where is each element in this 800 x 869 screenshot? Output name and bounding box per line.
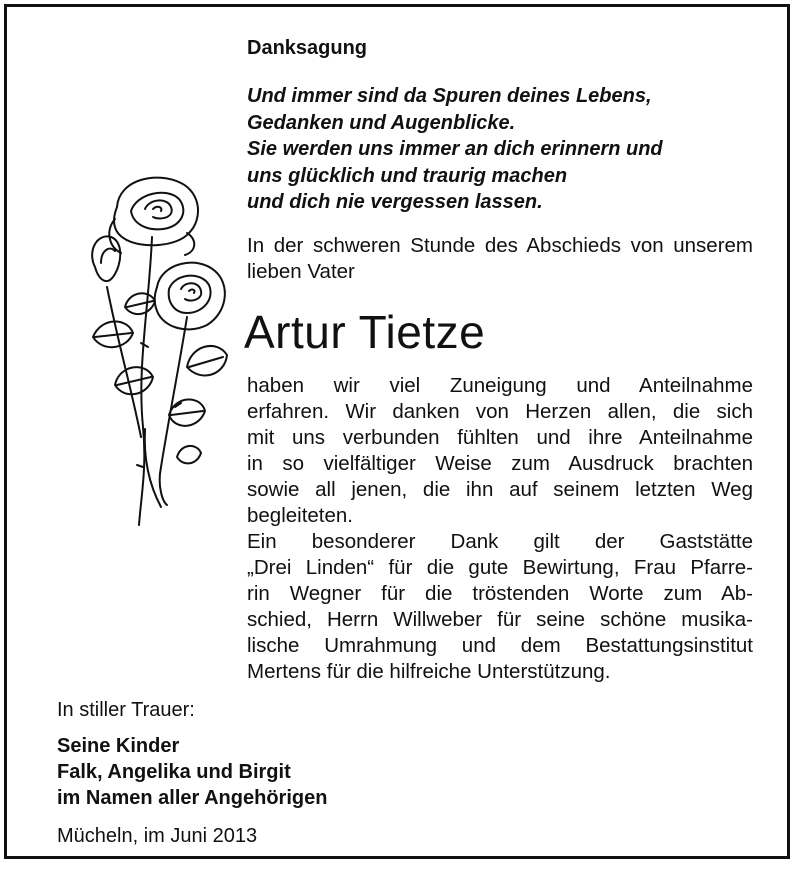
signature-line: Falk, Angelika und Birgit <box>57 761 291 783</box>
body-line: sowie all jenen, die ihn auf seinem letzten Weg <box>247 478 753 501</box>
body-line: Ein besonderer Dank gilt der Gaststätte <box>247 530 753 553</box>
body-line: lische Umrahmung und dem Bestattungsinstitut <box>247 634 753 657</box>
body-text <box>247 373 753 685</box>
rose-illustration-icon <box>57 167 237 537</box>
body-line: in so vielfältiger Weise zum Ausdruck brachten <box>247 452 753 475</box>
intro-text: In der schweren Stunde des Abschieds von unserem lieben Vater <box>247 234 753 283</box>
poem <box>247 83 787 216</box>
deceased-name: Artur Tietze <box>244 306 486 358</box>
signature-block <box>57 697 327 849</box>
body-line: schied, Herrn Willweber für seine schöne musika- <box>247 608 753 631</box>
body-line: mit uns verbunden fühlten und ihre Anteilnahme <box>247 426 753 449</box>
signature-line: Seine Kinder <box>57 735 180 757</box>
signature-line: im Namen aller Angehörigen <box>57 787 328 809</box>
body-line: Mertens für die hilfreiche Unterstützung. <box>247 660 611 683</box>
body-line: rin Wegner für die tröstenden Worte zum Ab- <box>247 582 753 605</box>
poem-line: Sie werden uns immer an dich erinnern und <box>247 138 663 160</box>
heading: Danksagung <box>247 37 368 59</box>
poem-line: und dich nie vergessen lassen. <box>247 191 543 213</box>
body-line: erfahren. Wir danken von Herzen allen, die sich <box>247 400 753 423</box>
obituary-card <box>4 4 790 859</box>
poem-line: uns glücklich und traurig machen <box>247 164 568 187</box>
signature-intro: In stiller Trauer: <box>57 699 195 721</box>
body-line: „Drei Linden“ für die gute Bewirtung, Frau Pfarre- <box>247 556 753 579</box>
poem-line: Und immer sind da Spuren deines Lebens, <box>247 85 652 107</box>
place-date: Mücheln, im Juni 2013 <box>57 825 258 847</box>
body-line: haben wir viel Zuneigung und Anteilnahme <box>247 374 753 397</box>
body-line: begleiteten. <box>247 504 354 527</box>
poem-line: Gedanken und Augenblicke. <box>247 111 516 134</box>
